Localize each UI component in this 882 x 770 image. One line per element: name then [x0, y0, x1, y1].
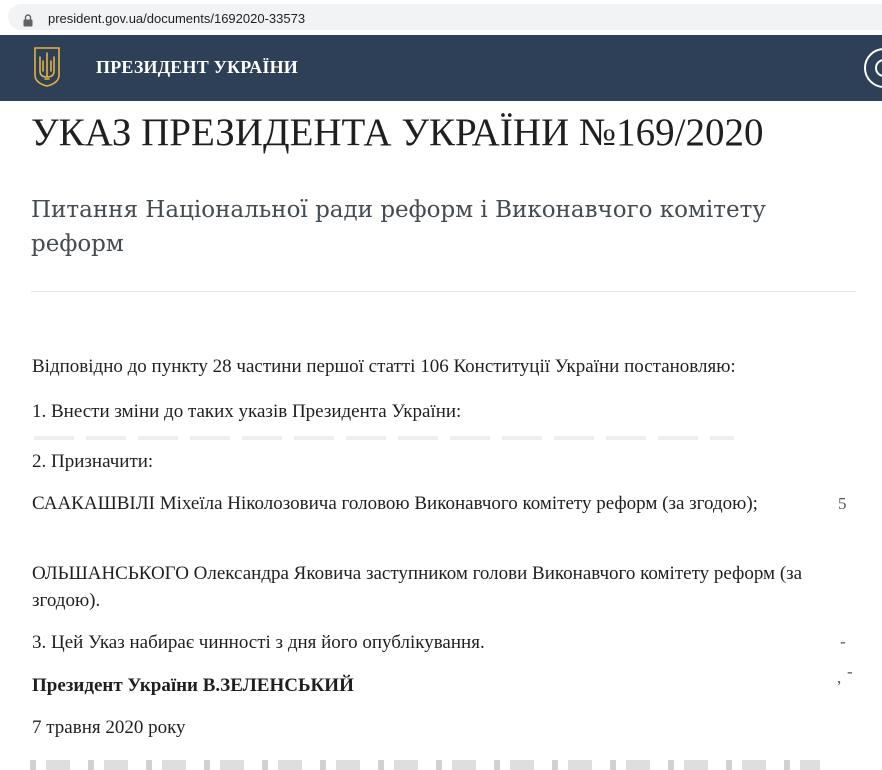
- url-text[interactable]: president.gov.ua/documents/1692020-33573: [48, 11, 306, 26]
- margin-mark: -: [840, 632, 846, 651]
- margin-mark: -: [847, 662, 853, 681]
- lock-icon[interactable]: [23, 12, 33, 31]
- item-2-paragraph: 2. Призначити:: [32, 451, 154, 472]
- margin-mark: ,: [837, 668, 842, 687]
- appointment-paragraph-olshanskyi: ОЛЬШАНСЬКОГО Олександра Яковича заступником голови Виконавчого комітету реформ (за згодою).: [32, 563, 803, 611]
- search-icon[interactable]: [864, 48, 882, 88]
- item-3-paragraph: 3. Цей Указ набирає чинності з дня його опублікування.: [32, 632, 485, 653]
- url-field[interactable]: [8, 4, 882, 30]
- site-header: [0, 35, 882, 101]
- site-title[interactable]: ПРЕЗИДЕНТ УКРАЇНИ: [96, 57, 298, 77]
- trident-coat-of-arms-icon[interactable]: [34, 47, 60, 91]
- browser-address-bar: [0, 0, 882, 36]
- page-title: УКАЗ ПРЕЗИДЕНТА УКРАЇНИ №169/2020: [31, 111, 764, 154]
- divider: [31, 291, 856, 292]
- faded-text-line: [34, 436, 734, 440]
- margin-mark: 5: [838, 494, 847, 513]
- item-1-paragraph: 1. Внести зміни до таких указів Президента України:: [32, 401, 462, 422]
- document-subtitle: Питання Національної ради реформ і Виконавчого комітету реформ: [31, 197, 766, 257]
- signature: Президент України В.ЗЕЛЕНСЬКИЙ: [32, 675, 354, 696]
- document-date: 7 травня 2020 року: [32, 717, 186, 738]
- preamble-paragraph: Відповідно до пункту 28 частини першої статті 106 Конституції України постановляю:: [32, 356, 736, 377]
- appointment-paragraph-saakashvili: СААКАШВІЛІ Міхеїла Ніколозовича головою Виконавчого комітету реформ (за згодою);: [32, 493, 758, 514]
